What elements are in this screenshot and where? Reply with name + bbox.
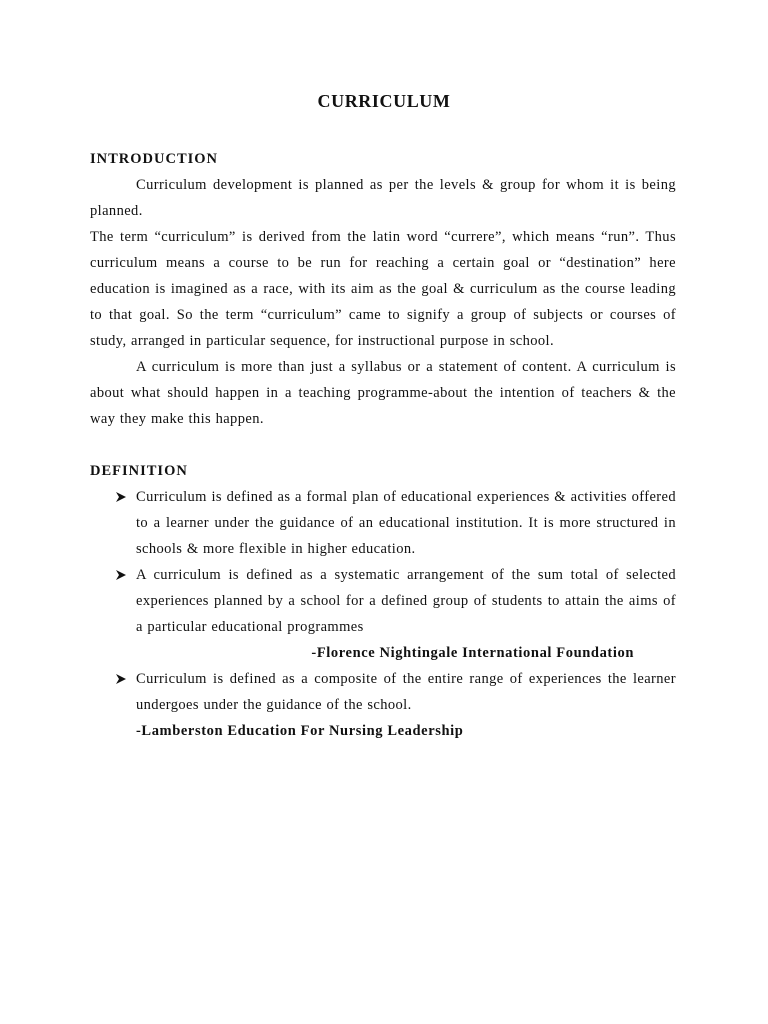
definition-text: Curriculum is defined as a formal plan of educational experiences & activities offered to a learner under the guidance of an educational institution. It is more structured in schools & more flexible in higher education. <box>136 489 676 557</box>
definition-section <box>90 458 676 744</box>
arrowhead-bullet-icon <box>114 562 128 588</box>
definition-attribution: -Florence Nightingale International Foundation <box>311 645 634 661</box>
document-title: CURRICULUM <box>317 91 451 111</box>
document-body <box>90 146 676 744</box>
section-spacer <box>90 432 676 458</box>
introduction-paragraph: Curriculum development is planned as per the levels & group for whom it is being planned. <box>90 177 676 219</box>
definition-attribution: -Lamberston Education For Nursing Leadership <box>136 723 464 739</box>
arrowhead-bullet-icon <box>114 666 128 692</box>
definition-list <box>90 484 676 744</box>
introduction-paragraph: The term “curriculum” is derived from the latin word “currere”, which means “run”. Thus curriculum means a course to be run for reaching a certain goal or “destination” here education is imagined as a race, with its aim as the goal & curriculum as the course leading to that goal. So the term “curriculum” came to signify a group of subjects or courses of study, arranged in particular sequence, for instructional purpose in school. <box>90 229 676 349</box>
definition-item <box>90 666 676 744</box>
definition-item <box>90 562 676 666</box>
introduction-section <box>90 146 676 432</box>
introduction-paragraph: A curriculum is more than just a syllabus or a statement of content. A curriculum is about what should happen in a teaching programme-about the intention of teachers & the way they make this happen. <box>90 359 676 427</box>
introduction-heading: INTRODUCTION <box>90 151 219 167</box>
definition-item <box>90 484 676 562</box>
definition-heading: DEFINITION <box>90 463 188 479</box>
arrowhead-bullet-icon <box>114 484 128 510</box>
definition-text: A curriculum is defined as a systematic arrangement of the sum total of selected experiences planned by a school for a defined group of students to attain the aims of a particular educational programmes <box>136 567 676 635</box>
definition-text: Curriculum is defined as a composite of the entire range of experiences the learner undergoes under the guidance of the school. <box>136 671 676 713</box>
